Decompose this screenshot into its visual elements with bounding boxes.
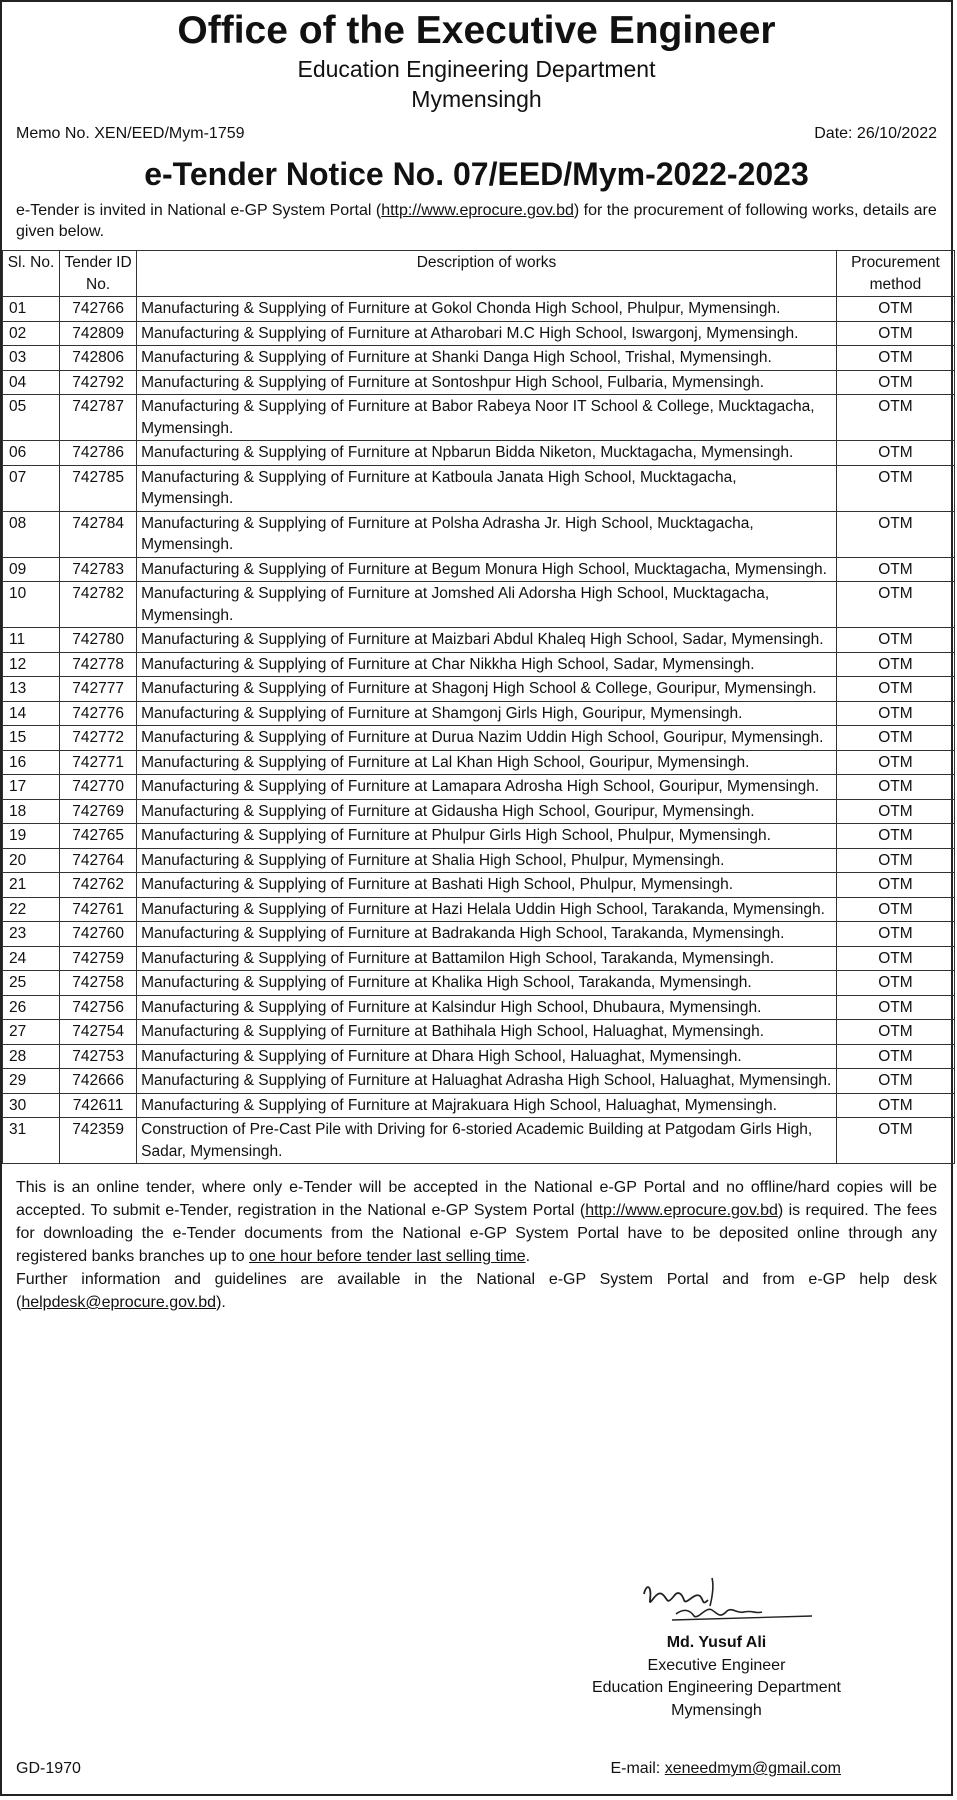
- row-method: OTM: [836, 775, 954, 800]
- row-sl: 20: [3, 848, 60, 873]
- table-row: [3, 1118, 955, 1164]
- table-row: [3, 726, 955, 751]
- row-description: Manufacturing & Supplying of Furniture at Atharobari M.C High School, Iswargonj, Mymensingh.: [137, 321, 837, 346]
- table-row: [3, 775, 955, 800]
- row-description: Manufacturing & Supplying of Furniture at Kalsindur High School, Dhubaura, Mymensingh.: [137, 995, 837, 1020]
- table-row: [3, 628, 955, 653]
- gd-code: GD-1970: [16, 1760, 81, 1777]
- signatory-city: Mymensingh: [671, 1701, 762, 1719]
- row-description: Manufacturing & Supplying of Furniture at Phulpur Girls High School, Phulpur, Mymensingh.: [137, 824, 837, 849]
- email-line: [610, 1760, 841, 1778]
- row-sl: 21: [3, 873, 60, 898]
- row-description: Manufacturing & Supplying of Furniture at Gidausha High School, Gouripur, Mymensingh.: [137, 799, 837, 824]
- row-sl: 03: [3, 346, 60, 371]
- row-description: Manufacturing & Supplying of Furniture at Khalika High School, Tarakanda, Mymensingh.: [137, 971, 837, 996]
- row-method: OTM: [836, 1044, 954, 1069]
- row-tender-id: 742777: [60, 677, 137, 702]
- row-tender-id: 742776: [60, 701, 137, 726]
- row-method: OTM: [836, 971, 954, 996]
- table-row: [3, 1044, 955, 1069]
- row-method: OTM: [836, 1069, 954, 1094]
- row-description: Manufacturing & Supplying of Furniture at Jomshed Ali Adorsha High School, Mucktagacha, Mymensingh.: [137, 582, 837, 628]
- footer-p2-text-b: ).: [216, 1294, 226, 1311]
- memo-number: Memo No. XEN/EED/Mym-1759: [16, 125, 245, 142]
- email-label: E-mail:: [610, 1760, 665, 1777]
- row-method: OTM: [836, 321, 954, 346]
- row-tender-id: 742753: [60, 1044, 137, 1069]
- row-sl: 15: [3, 726, 60, 751]
- table-row: [3, 971, 955, 996]
- row-tender-id: 742783: [60, 557, 137, 582]
- header-method: Procurement method: [836, 251, 954, 297]
- row-sl: 04: [3, 370, 60, 395]
- row-description: Manufacturing & Supplying of Furniture at Badrakanda High School, Tarakanda, Mymensingh.: [137, 922, 837, 947]
- row-tender-id: 742762: [60, 873, 137, 898]
- row-tender-id: 742780: [60, 628, 137, 653]
- row-description: Manufacturing & Supplying of Furniture at Battamilon High School, Tarakanda, Mymensingh.: [137, 946, 837, 971]
- signature-block: [592, 1570, 841, 1722]
- row-method: OTM: [836, 922, 954, 947]
- table-row: [3, 370, 955, 395]
- table-row: [3, 897, 955, 922]
- row-tender-id: 742756: [60, 995, 137, 1020]
- row-method: OTM: [836, 465, 954, 511]
- row-description: Manufacturing & Supplying of Furniture at Dhara High School, Haluaghat, Mymensingh.: [137, 1044, 837, 1069]
- row-sl: 01: [3, 297, 60, 322]
- row-method: OTM: [836, 628, 954, 653]
- intro-paragraph: [2, 194, 951, 242]
- row-description: Manufacturing & Supplying of Furniture at Maizbari Abdul Khaleq High School, Sadar, Mymensingh.: [137, 628, 837, 653]
- header-description: Description of works: [137, 251, 837, 297]
- row-tender-id: 742666: [60, 1069, 137, 1094]
- footer-paragraph-1: [2, 1164, 951, 1268]
- row-method: OTM: [836, 946, 954, 971]
- row-description: Manufacturing & Supplying of Furniture at Gokol Chonda High School, Phulpur, Mymensingh.: [137, 297, 837, 322]
- row-method: OTM: [836, 873, 954, 898]
- table-row: [3, 848, 955, 873]
- row-tender-id: 742784: [60, 511, 137, 557]
- row-method: OTM: [836, 799, 954, 824]
- row-method: OTM: [836, 582, 954, 628]
- row-sl: 22: [3, 897, 60, 922]
- footer-p1-text-b: ) is required. The fees for downloading the e-Tender documents from the National e-GP System Portal have to be deposited online through any registered banks branches up to: [16, 1202, 938, 1265]
- row-description: Manufacturing & Supplying of Furniture at Katboula Janata High School, Mucktagacha, Mymensingh.: [137, 465, 837, 511]
- row-method: OTM: [836, 297, 954, 322]
- footer-p1-text-a: This is an online tender, where only e-Tender will be accepted in the National e-GP Portal and no offline/hard copies will be accepted. To submit e-Tender, registration in the National e-GP System Portal (: [16, 1179, 937, 1219]
- row-sl: 10: [3, 582, 60, 628]
- table-row: [3, 346, 955, 371]
- row-method: OTM: [836, 701, 954, 726]
- table-row: [3, 297, 955, 322]
- memo-row: [2, 114, 951, 144]
- row-sl: 26: [3, 995, 60, 1020]
- row-description: Manufacturing & Supplying of Furniture at Char Nikkha High School, Sadar, Mymensingh.: [137, 652, 837, 677]
- city-name: Mymensingh: [411, 86, 542, 112]
- table-row: [3, 750, 955, 775]
- header-tender-id: Tender ID No.: [60, 251, 137, 297]
- works-table: [2, 250, 955, 1164]
- table-row: [3, 824, 955, 849]
- table-row: [3, 995, 955, 1020]
- table-row: [3, 1020, 955, 1045]
- table-row: [3, 873, 955, 898]
- footer-eprocure-link[interactable]: http://www.eprocure.gov.bd: [585, 1202, 778, 1219]
- table-row: [3, 922, 955, 947]
- row-method: OTM: [836, 848, 954, 873]
- row-description: Manufacturing & Supplying of Furniture at Shagonj High School & College, Gouripur, Mymensingh.: [137, 677, 837, 702]
- row-description: Manufacturing & Supplying of Furniture at Durua Nazim Uddin High School, Gouripur, Mymensingh.: [137, 726, 837, 751]
- table-row: [3, 1069, 955, 1094]
- row-tender-id: 742766: [60, 297, 137, 322]
- table-row: [3, 441, 955, 466]
- row-description: Manufacturing & Supplying of Furniture at Haluaghat Adrasha High School, Haluaghat, Mymensingh.: [137, 1069, 837, 1094]
- row-description: Manufacturing & Supplying of Furniture at Bathihala High School, Haluaghat, Mymensingh.: [137, 1020, 837, 1045]
- row-sl: 25: [3, 971, 60, 996]
- row-tender-id: 742782: [60, 582, 137, 628]
- row-method: OTM: [836, 441, 954, 466]
- intro-text-after: ) for the procurement of following works, details are given below.: [16, 202, 937, 240]
- row-tender-id: 742769: [60, 799, 137, 824]
- row-sl: 17: [3, 775, 60, 800]
- row-tender-id: 742778: [60, 652, 137, 677]
- table-row: [3, 465, 955, 511]
- row-sl: 28: [3, 1044, 60, 1069]
- row-description: Manufacturing & Supplying of Furniture at Lal Khan High School, Gouripur, Mymensingh.: [137, 750, 837, 775]
- row-tender-id: 742611: [60, 1093, 137, 1118]
- table-row: [3, 946, 955, 971]
- row-tender-id: 742760: [60, 922, 137, 947]
- table-row: [3, 395, 955, 441]
- signatory-title: Executive Engineer: [647, 1656, 786, 1674]
- department-name: Education Engineering Department: [297, 56, 656, 82]
- row-method: OTM: [836, 824, 954, 849]
- row-tender-id: 742771: [60, 750, 137, 775]
- row-sl: 27: [3, 1020, 60, 1045]
- table-row: [3, 799, 955, 824]
- row-description: Manufacturing & Supplying of Furniture at Lamapara Adrosha High School, Gouripur, Mymensingh.: [137, 775, 837, 800]
- row-description: Manufacturing & Supplying of Furniture at Shalia High School, Phulpur, Mymensingh.: [137, 848, 837, 873]
- row-method: OTM: [836, 995, 954, 1020]
- row-sl: 13: [3, 677, 60, 702]
- table-row: [3, 677, 955, 702]
- row-description: Manufacturing & Supplying of Furniture at Begum Monura High School, Mucktagacha, Mymensingh.: [137, 557, 837, 582]
- footer-paragraph-2: [2, 1268, 951, 1314]
- row-method: OTM: [836, 1020, 954, 1045]
- row-sl: 11: [3, 628, 60, 653]
- footer-p1-text-c: .: [525, 1248, 531, 1265]
- row-description: Manufacturing & Supplying of Furniture at Majrakuara High School, Haluaghat, Mymensingh.: [137, 1093, 837, 1118]
- helpdesk-email-link[interactable]: helpdesk@eprocure.gov.bd: [21, 1294, 217, 1311]
- table-row: [3, 321, 955, 346]
- intro-text-before: e-Tender is invited in National e-GP System Portal (: [16, 202, 382, 219]
- row-tender-id: 742772: [60, 726, 137, 751]
- footer-p2-text-a: Further information and guidelines are available in the National e-GP System Portal and from e-GP help desk (: [16, 1271, 937, 1311]
- row-method: OTM: [836, 652, 954, 677]
- table-row: [3, 1093, 955, 1118]
- row-tender-id: 742765: [60, 824, 137, 849]
- row-tender-id: 742809: [60, 321, 137, 346]
- table-header-row: [3, 251, 955, 297]
- row-tender-id: 742359: [60, 1118, 137, 1164]
- row-tender-id: 742785: [60, 465, 137, 511]
- row-method: OTM: [836, 1093, 954, 1118]
- row-sl: 09: [3, 557, 60, 582]
- row-tender-id: 742786: [60, 441, 137, 466]
- row-sl: 18: [3, 799, 60, 824]
- row-method: OTM: [836, 750, 954, 775]
- row-description: Manufacturing & Supplying of Furniture at Babor Rabeya Noor IT School & College, Mucktagacha, Mymensingh.: [137, 395, 837, 441]
- table-row: [3, 652, 955, 677]
- row-sl: 31: [3, 1118, 60, 1164]
- row-method: OTM: [836, 511, 954, 557]
- row-sl: 30: [3, 1093, 60, 1118]
- row-tender-id: 742787: [60, 395, 137, 441]
- row-sl: 29: [3, 1069, 60, 1094]
- row-sl: 08: [3, 511, 60, 557]
- table-row: [3, 701, 955, 726]
- deadline-underline: one hour before tender last selling time: [249, 1248, 526, 1265]
- row-method: OTM: [836, 395, 954, 441]
- signatory-name: Md. Yusuf Ali: [666, 1634, 767, 1651]
- contact-email-link[interactable]: xeneedmym@gmail.com: [664, 1760, 841, 1777]
- row-sl: 02: [3, 321, 60, 346]
- office-title: Office of the Executive Engineer: [177, 9, 776, 52]
- row-sl: 16: [3, 750, 60, 775]
- row-description: Manufacturing & Supplying of Furniture at Shamgonj Girls High, Gouripur, Mymensingh.: [137, 701, 837, 726]
- row-sl: 07: [3, 465, 60, 511]
- row-tender-id: 742792: [60, 370, 137, 395]
- row-method: OTM: [836, 346, 954, 371]
- row-description: Construction of Pre-Cast Pile with Driving for 6-storied Academic Building at Patgodam Girls High, Sadar, Mymensingh.: [137, 1118, 837, 1164]
- handwritten-signature-icon: [616, 1570, 816, 1632]
- works-table-body: [3, 297, 955, 1164]
- table-row: [3, 582, 955, 628]
- row-tender-id: 742770: [60, 775, 137, 800]
- row-tender-id: 742761: [60, 897, 137, 922]
- row-description: Manufacturing & Supplying of Furniture at Shanki Danga High School, Trishal, Mymensingh.: [137, 346, 837, 371]
- row-sl: 24: [3, 946, 60, 971]
- signatory-department: Education Engineering Department: [591, 1679, 841, 1696]
- row-sl: 12: [3, 652, 60, 677]
- row-description: Manufacturing & Supplying of Furniture at Bashati High School, Phulpur, Mymensingh.: [137, 873, 837, 898]
- row-method: OTM: [836, 677, 954, 702]
- row-method: OTM: [836, 1118, 954, 1164]
- eprocure-link[interactable]: http://www.eprocure.gov.bd: [381, 202, 574, 219]
- row-tender-id: 742764: [60, 848, 137, 873]
- row-description: Manufacturing & Supplying of Furniture at Npbarun Bidda Niketon, Mucktagacha, Mymensingh.: [137, 441, 837, 466]
- header-sl: Sl. No.: [3, 251, 60, 297]
- notice-title: e-Tender Notice No. 07/EED/Mym-2022-2023: [144, 156, 809, 192]
- row-tender-id: 742754: [60, 1020, 137, 1045]
- row-tender-id: 742759: [60, 946, 137, 971]
- row-description: Manufacturing & Supplying of Furniture at Sontoshpur High School, Fulbaria, Mymensingh.: [137, 370, 837, 395]
- row-method: OTM: [836, 370, 954, 395]
- row-method: OTM: [836, 726, 954, 751]
- row-sl: 05: [3, 395, 60, 441]
- table-row: [3, 557, 955, 582]
- row-method: OTM: [836, 897, 954, 922]
- row-method: OTM: [836, 557, 954, 582]
- row-tender-id: 742806: [60, 346, 137, 371]
- row-sl: 14: [3, 701, 60, 726]
- row-sl: 06: [3, 441, 60, 466]
- row-sl: 19: [3, 824, 60, 849]
- memo-date: Date: 26/10/2022: [814, 125, 937, 142]
- row-sl: 23: [3, 922, 60, 947]
- table-row: [3, 511, 955, 557]
- row-description: Manufacturing & Supplying of Furniture at Polsha Adrasha Jr. High School, Mucktagacha, Mymensingh.: [137, 511, 837, 557]
- row-description: Manufacturing & Supplying of Furniture at Hazi Helala Uddin High School, Tarakanda, Mymensingh.: [137, 897, 837, 922]
- row-tender-id: 742758: [60, 971, 137, 996]
